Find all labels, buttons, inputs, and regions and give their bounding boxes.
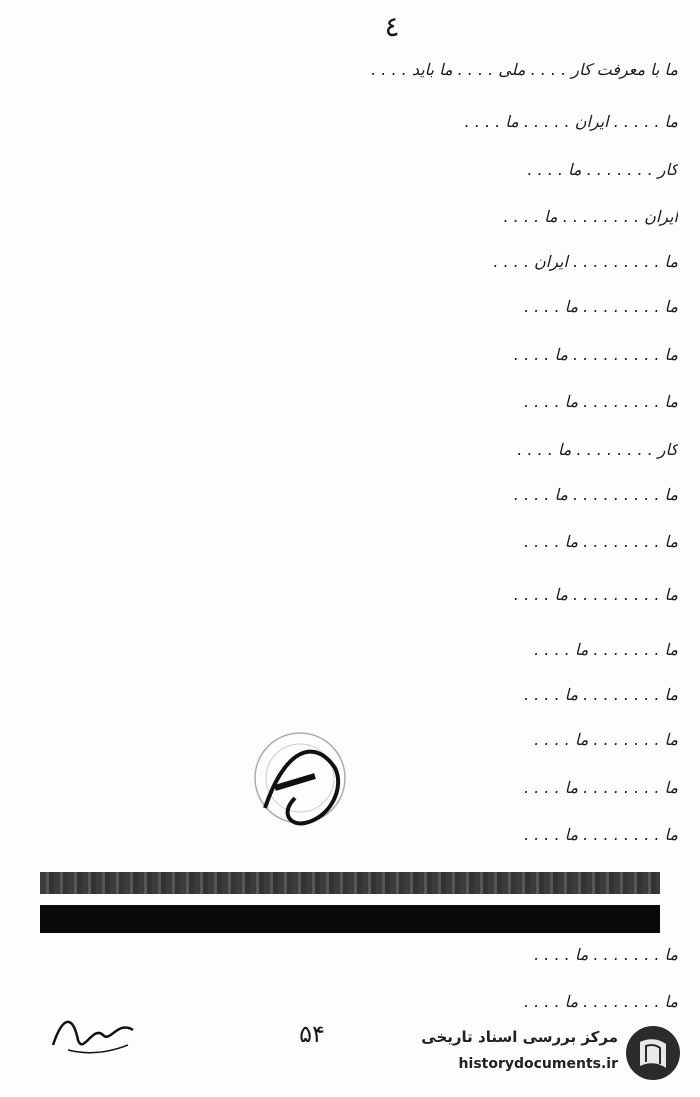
watermark-title: مرکز بررسی اسناد تاریخی <box>421 1028 618 1046</box>
handwritten-line: ما . . . . . . . . . ما . . . . <box>513 345 678 364</box>
handwritten-line: ما . . . . . . . . ما . . . . <box>523 392 678 411</box>
handwritten-line: ما . . . . . . . . ما . . . . <box>523 992 678 1011</box>
signature-icon <box>48 1005 138 1065</box>
handwritten-line: ما . . . . . ایران . . . . . ما . . . . <box>464 112 678 131</box>
handwritten-line: ما . . . . . . . ما . . . . <box>534 945 678 964</box>
watermark <box>420 1020 690 1090</box>
handwritten-line: ایران . . . . . . . . ما . . . . <box>503 207 678 226</box>
handwritten-line: ما . . . . . . . ما . . . . <box>534 640 678 659</box>
handwritten-line: ما . . . . . . . . . ما . . . . <box>513 485 678 504</box>
handwritten-line: کار . . . . . . . . ما . . . . <box>517 440 678 459</box>
handwritten-line: ما . . . . . . . . ما . . . . <box>523 825 678 844</box>
page-number-top: ٤ <box>384 10 400 43</box>
handwritten-line: ما . . . . . . . ما . . . . <box>534 730 678 749</box>
seal-stamp-icon <box>225 728 375 838</box>
partial-redaction-strip <box>40 872 660 894</box>
handwritten-line: ما با معرفت کار . . . . ملی . . . . ما باید . . . . <box>371 60 678 79</box>
handwritten-line: ما . . . . . . . . ما . . . . <box>523 297 678 316</box>
handwritten-line: ما . . . . . . . . ما . . . . <box>523 685 678 704</box>
page-number-bottom: ۵۴ <box>299 1020 325 1048</box>
handwritten-line: ما . . . . . . . . ما . . . . <box>523 778 678 797</box>
handwritten-line: ما . . . . . . . . . ما . . . . <box>513 585 678 604</box>
handwritten-line: کار . . . . . . . ما . . . . <box>527 160 678 179</box>
handwritten-line: ما . . . . . . . . ما . . . . <box>523 532 678 551</box>
handwritten-line: ما . . . . . . . . . ایران . . . . <box>493 252 678 271</box>
archive-logo-icon <box>624 1024 682 1082</box>
watermark-url: historydocuments.ir <box>458 1056 618 1072</box>
redaction-bar <box>40 905 660 933</box>
